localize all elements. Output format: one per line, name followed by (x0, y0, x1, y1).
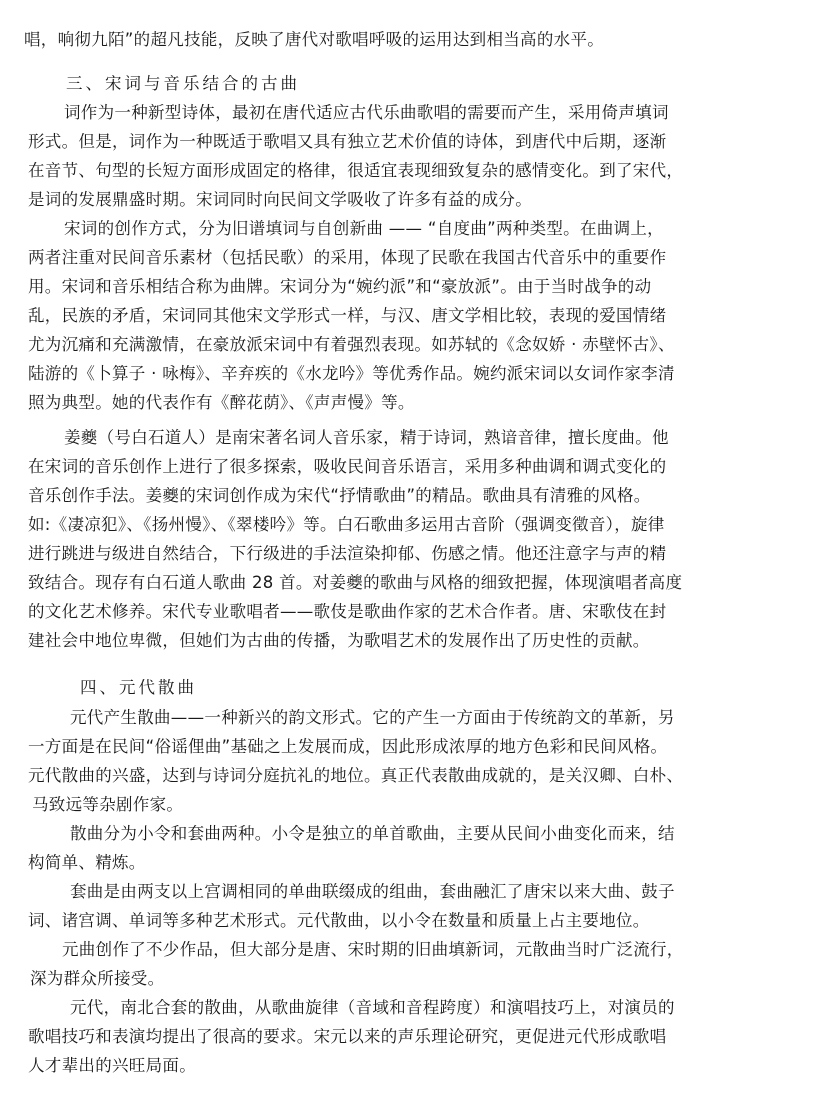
paragraph-line: 宋词的创作方式，分为旧谱填词与自创新曲 —— “自度曲”两种类型。在曲调上， (64, 219, 664, 238)
paragraph-line: 音乐创作手法。姜夔的宋词创作成为宋代“抒情歌曲”的精品。歌曲具有清雅的风格。 (28, 486, 651, 505)
paragraph-line: 元代散曲的兴盛，达到与诗词分庭抗礼的地位。真正代表散曲成就的，是关汉卿、白朴、 (28, 766, 684, 785)
paragraph-line: 形式。但是，词作为一种既适于歌唱又具有独立艺术价值的诗体，到唐代中后期，逐渐 (28, 132, 667, 151)
paragraph-line: 唱，响彻九陌”的超凡技能，反映了唐代对歌唱呼吸的运用达到相当高的水平。 (24, 30, 605, 49)
paragraph-line: 致结合。现存有白石道人歌曲 28 首。对姜夔的歌曲与风格的细致把握，体现演唱者高度 (28, 573, 683, 592)
paragraph-line: 的文化艺术修养。宋代专业歌唱者——歌伎是歌曲作家的艺术合作者。唐、宋歌伎在封 (28, 602, 667, 621)
section-heading: 三、宋词与音乐结合的古曲 (66, 74, 300, 93)
paragraph-line: 马致远等杂剧作家。 (32, 795, 184, 814)
paragraph-line: 词、诸宫调、单词等多种艺术形式。元代散曲，以小令在数量和质量上占主要地位。 (28, 911, 650, 930)
paragraph-line: 元代产生散曲——一种新兴的韵文形式。它的产生一方面由于传统韵文的革新，另 (70, 708, 675, 727)
paragraph-line: 用。宋词和音乐相结合称为曲牌。宋词分为“婉约派”和“豪放派”。由于当时战争的动 (28, 277, 652, 296)
paragraph-line: 人才辈出的兴旺局面。 (28, 1056, 196, 1075)
paragraph-line: 在宋词的音乐创作上进行了很多探索，吸收民间音乐语言，采用多种曲调和调式变化的 (28, 457, 667, 476)
paragraph-line: 如:《凄凉犯》、《扬州慢》、《翠楼吟》等。白石歌曲多运用古音阶（强调变徵音），旋律 (28, 515, 665, 534)
paragraph-line: 一方面是在民间“俗谣俚曲”基础之上发展而成，因此形成浓厚的地方色彩和民间风格。 (28, 737, 668, 756)
paragraph-line: 照为典型。她的代表作有《醉花荫》、《声声慢》等。 (28, 393, 415, 412)
paragraph-line: 两者注重对民间音乐素材（包括民歌）的采用，体现了民歌在我国古代音乐中的重要作 (28, 248, 667, 267)
paragraph-line: 尤为沉痛和充满激情，在豪放派宋词中有着强烈表现。如苏轼的《念奴娇 · 赤壁怀古》、 (28, 335, 675, 354)
paragraph-line: 陆游的《卜算子 · 咏梅》、辛弃疾的《水龙吟》等优秀作品。婉约派宋词以女词作家李清 (28, 364, 675, 383)
paragraph-line: 词作为一种新型诗体，最初在唐代适应古代乐曲歌唱的需要而产生，采用倚声填词 (64, 103, 669, 122)
paragraph-line: 散曲分为小令和套曲两种。小令是独立的单首歌曲，主要从民间小曲变化而来，结 (70, 824, 675, 843)
paragraph-line: 乱，民族的矛盾，宋词同其他宋文学形式一样，与汉、唐文学相比较，表现的爱国情绪 (28, 306, 667, 325)
paragraph-line: 歌唱技巧和表演均提出了很高的要求。宋元以来的声乐理论研究，更促进元代形成歌唱 (28, 1027, 667, 1046)
paragraph-line: 是词的发展鼎盛时期。宋词同时向民间文学吸收了许多有益的成分。 (28, 190, 532, 209)
paragraph-line: 在音节、句型的长短方面形成固定的格律，很适宜表现细致复杂的感情变化。到了宋代， (28, 161, 684, 180)
paragraph-line: 元代，南北合套的散曲，从歌曲旋律（音域和音程跨度）和演唱技巧上，对演员的 (70, 998, 675, 1017)
paragraph-line: 进行跳进与级进自然结合，下行级进的手法渲染抑郁、伤感之情。他还注意字与声的精 (28, 544, 667, 563)
paragraph-line: 元曲创作了不少作品，但大部分是唐、宋时期的旧曲填新词，元散曲当时广泛流行， (62, 940, 684, 959)
paragraph-line: 构简单、精炼。 (28, 853, 146, 872)
paragraph-line: 姜夔（号白石道人）是南宋著名词人音乐家，精于诗词，熟谙音律，擅长度曲。他 (64, 428, 669, 447)
section-heading: 四、元代散曲 (80, 678, 197, 697)
paragraph-line: 深为群众所接受。 (30, 969, 165, 988)
paragraph-line: 套曲是由两支以上宫调相同的单曲联缀成的组曲，套曲融汇了唐宋以来大曲、鼓子 (70, 882, 675, 901)
paragraph-line: 建社会中地位卑微，但她们为古曲的传播，为歌唱艺术的发展作出了历史性的贡献。 (28, 631, 650, 650)
